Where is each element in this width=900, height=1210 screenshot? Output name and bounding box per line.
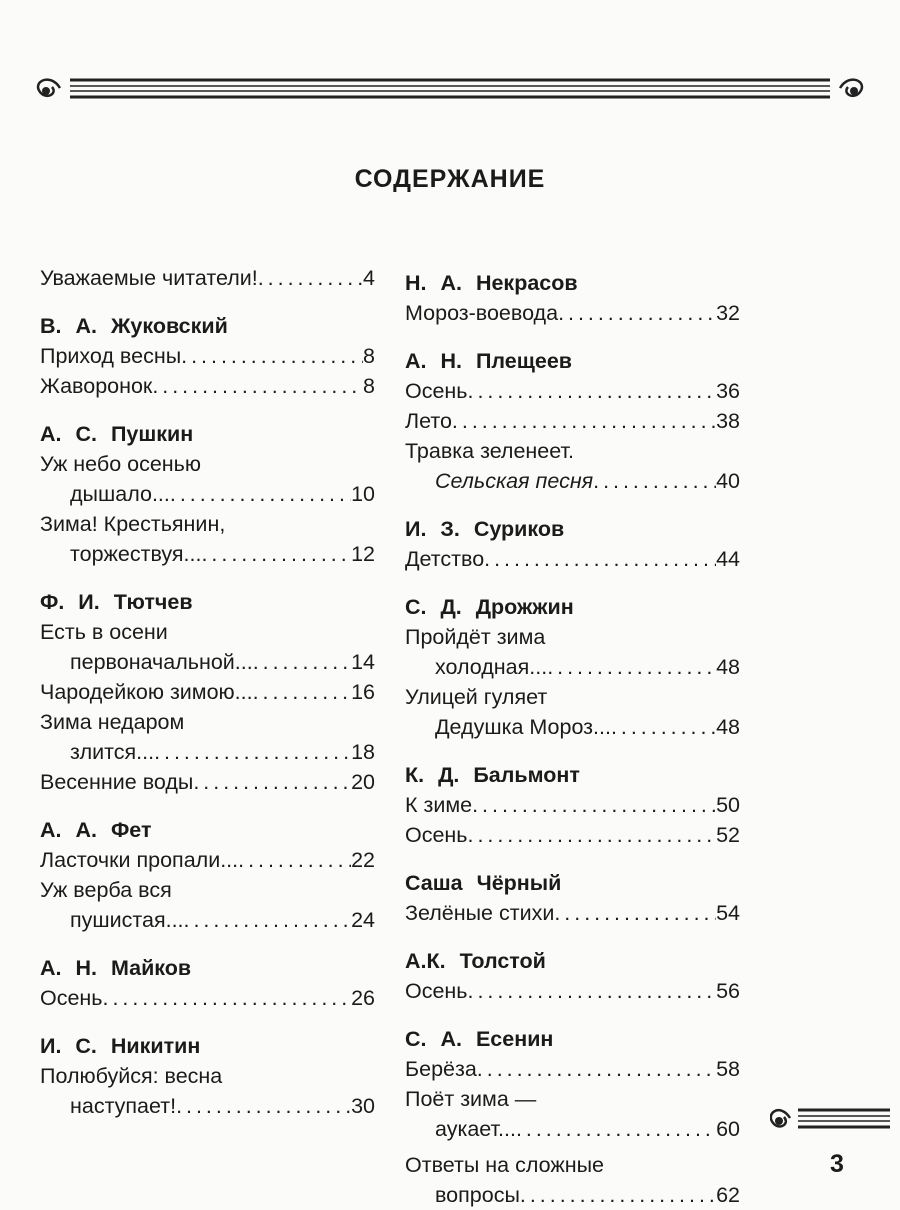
- author-heading: А.К. Толстой: [405, 949, 546, 973]
- bottom-ornament: [770, 1100, 890, 1140]
- toc-entry[interactable]: Зима! Крестьянин, торжествуя... . . . 12: [40, 509, 375, 569]
- toc-entry[interactable]: Осень . . . 36: [405, 376, 740, 406]
- toc-entry[interactable]: К зиме . . . 50: [405, 790, 740, 820]
- toc-entry[interactable]: Осень . . . 26: [40, 983, 375, 1013]
- toc-entry[interactable]: Есть в осени первоначальной... . . . 14: [40, 617, 375, 677]
- author-heading: Н. А. Некрасов: [405, 271, 578, 295]
- toc-entry[interactable]: Ласточки пропали... . . . 22: [40, 845, 375, 875]
- toc-entry[interactable]: Ответы на сложные вопросы . . . 62: [405, 1150, 740, 1210]
- author-heading: И. С. Никитин: [40, 1034, 201, 1058]
- toc-entry[interactable]: Лето . . . 38: [405, 406, 740, 436]
- toc-entry[interactable]: Травка зеленеет. Сельская песня . . . 40: [405, 436, 740, 496]
- author-heading: Ф. И. Тютчев: [40, 590, 193, 614]
- toc-entry[interactable]: Уважаемые читатели! . . . 4: [40, 263, 375, 293]
- toc-entry[interactable]: Пройдёт зима холодная... . . . 48: [405, 622, 740, 682]
- top-ornament: [30, 70, 870, 110]
- toc-entry[interactable]: Берёза . . . 58: [405, 1054, 740, 1084]
- toc-left-column: [40, 263, 375, 1121]
- author-heading: А. Н. Плещеев: [405, 349, 573, 373]
- toc-entry[interactable]: Зима недаром злится... . . . 18: [40, 707, 375, 767]
- author-heading: А. А. Фет: [40, 818, 152, 842]
- author-heading: С. Д. Дрожжин: [405, 595, 574, 619]
- toc-right-column: [405, 263, 740, 1210]
- toc-entry[interactable]: Уж верба вся пушистая... . . . 24: [40, 875, 375, 935]
- author-heading: И. З. Суриков: [405, 517, 565, 541]
- author-heading: А. Н. Майков: [40, 956, 192, 980]
- author-heading: Саша Чёрный: [405, 871, 562, 895]
- author-heading: С. А. Есенин: [405, 1027, 554, 1051]
- toc-entry[interactable]: Зелёные стихи . . . 54: [405, 898, 740, 928]
- toc-entry[interactable]: Мороз-воевода . . . 32: [405, 298, 740, 328]
- page-title: СОДЕРЖАНИЕ: [354, 165, 546, 193]
- toc-entry[interactable]: Полюбуйся: весна наступает! . . . 30: [40, 1061, 375, 1121]
- toc-entry[interactable]: Уж небо осенью дышало... . . . 10: [40, 449, 375, 509]
- toc-entry[interactable]: Осень . . . 52: [405, 820, 740, 850]
- toc-entry[interactable]: Приход весны . . . 8: [40, 341, 375, 371]
- page-number: 3: [830, 1150, 844, 1178]
- toc-entry[interactable]: Осень . . . 56: [405, 976, 740, 1006]
- toc-entry[interactable]: Весенние воды . . . 20: [40, 767, 375, 797]
- author-heading: К. Д. Бальмонт: [405, 763, 580, 787]
- author-heading: В. А. Жуковский: [40, 314, 228, 338]
- toc-entry[interactable]: Поёт зима — аукает... . . . 60: [405, 1084, 740, 1144]
- toc-entry[interactable]: Детство . . . 44: [405, 544, 740, 574]
- toc-entry[interactable]: Чародейкою зимою... . . . 16: [40, 677, 375, 707]
- toc-entry[interactable]: Жаворонок . . . 8: [40, 371, 375, 401]
- author-heading: А. С. Пушкин: [40, 422, 194, 446]
- toc-entry[interactable]: Улицей гуляет Дедушка Мороз... . . . 48: [405, 682, 740, 742]
